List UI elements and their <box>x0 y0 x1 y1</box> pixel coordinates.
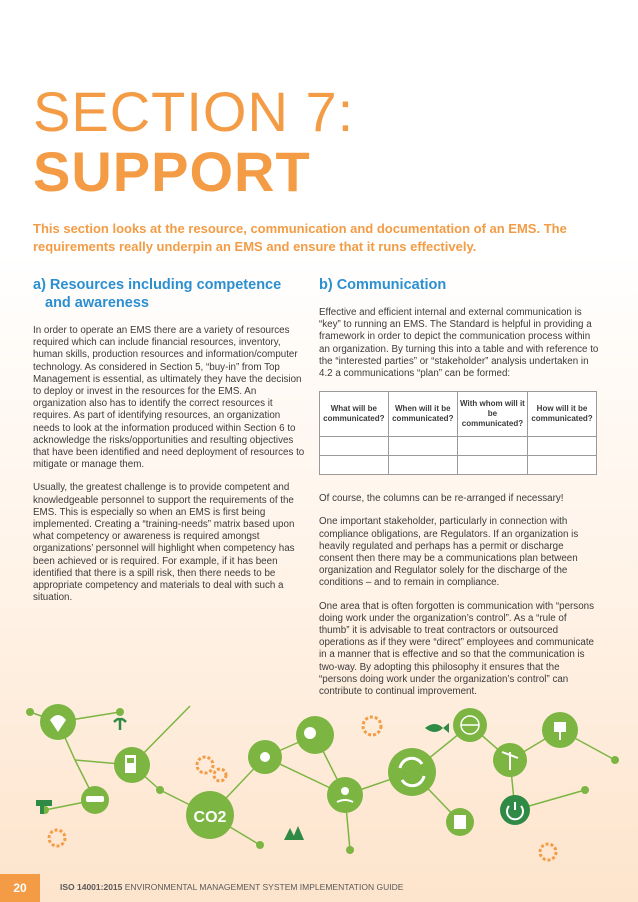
plant-icon <box>114 718 126 730</box>
power-icon <box>500 795 530 825</box>
heart-leaf-icon <box>40 704 76 740</box>
gear-icon <box>49 830 65 846</box>
table-cell <box>320 456 389 475</box>
fish-icon <box>425 723 449 733</box>
co2-cloud-icon <box>186 791 234 839</box>
table-header: With whom will it be communicated? <box>457 392 527 437</box>
hand-plant-icon <box>327 777 363 813</box>
resources-paragraph-2: Usually, the greatest challenge is to provide competent and knowledgeable personnel to support the requirements of the EMS. This is especially so when an EMS is first being implemented. Creating a “training-needs” matrix based upon what competency or awareness is required amongst organizations’ personnel will highlight when competency has been achieved or is required. For example, if it has been identified that there is a spill risk, then there needs to be appropriate competency and materials to deal with such a situation. <box>33 482 295 604</box>
gear-icon <box>540 844 556 860</box>
footer-title-rest: ENVIRONMENTAL MANAGEMENT SYSTEM IMPLEMENTATION GUIDE <box>122 882 404 892</box>
intro-text: This section looks at the resource, communication and documentation of an EMS. The requirements really underpin an EMS and ensure that it runs effectively. <box>33 221 567 254</box>
apple-carrot-icon <box>296 716 334 754</box>
table-cell <box>457 437 527 456</box>
section-title-heading: SUPPORT <box>33 140 311 203</box>
footer-title <box>60 882 403 892</box>
footer-title-bold: ISO 14001:2015 <box>60 882 123 892</box>
table-cell <box>320 437 389 456</box>
table-row <box>320 437 597 456</box>
resources-heading: a) Resources including competence and awareness <box>33 277 282 311</box>
car-icon <box>81 786 109 814</box>
gear-icon <box>363 717 381 735</box>
fuel-pump-icon <box>114 747 150 783</box>
column-resources <box>33 276 305 615</box>
sun-icon <box>248 740 282 774</box>
communication-paragraph-3: One important stakeholder, particularly in connection with compliance obligations, are Regulators. If an organization is heavily regulated and perhaps has a permit or discharge consent then there may be a communications plan between organization and Regulator solely for the discharge of the conditions – and to remain in compliance. <box>319 516 579 589</box>
faucet-icon <box>36 800 52 814</box>
wind-turbine-icon <box>493 743 527 777</box>
table-row <box>320 456 597 475</box>
gear-icon <box>197 757 226 781</box>
resources-paragraph-1: In order to operate an EMS there are a variety of resources required which can include financial resources, inventory, human skills, production resources and information/computer technology. As considered in Section 5, “buy-in” from Top Management is essential, as ultimately they have the decision to deploy or invest in the resources for the EMS. An organization also has to identify the correct resources it requires. As part of identifying resources, an organization needs to look at the information produced within Section 6 to acknowledge the risks/opportunities and resulting objectives that have been identified and need deployment of resources to mitigate or manage them. <box>33 325 305 471</box>
section-number-heading: SECTION 7: <box>33 80 355 143</box>
table-header: How will it be communicated? <box>528 392 597 437</box>
communication-paragraph-1: Effective and efficient internal and external communication is “key” to running an EMS. The Standard is helpful in providing a framework in order to depict the communication process within an organization. By turning this into a table and with reference to the “interested parties” or “stakeholder” analysis undertaken in 4.2 a communications “plan” can be formed: <box>319 307 599 380</box>
table-header-row <box>320 392 597 437</box>
table-header: What will be communicated? <box>320 392 389 437</box>
table-cell <box>388 437 457 456</box>
communication-plan-table <box>319 391 597 475</box>
table-cell <box>457 456 527 475</box>
recycle-icon <box>388 748 436 796</box>
environment-network-illustration <box>0 680 638 870</box>
table-cell <box>528 437 597 456</box>
globe-icon <box>453 708 487 742</box>
page-number: 20 <box>0 874 40 902</box>
table-cell <box>528 456 597 475</box>
column-communication <box>319 276 599 709</box>
co2-label: CO2 <box>193 809 227 826</box>
table-header: When will it be communicated? <box>388 392 457 437</box>
trees-icon <box>284 826 304 840</box>
trash-can-icon <box>446 808 474 836</box>
communication-paragraph-2: Of course, the columns can be re-arranged if necessary! <box>319 493 564 505</box>
communication-heading: b) Communication <box>319 277 447 293</box>
communication-paragraph-4: One area that is often forgotten is communication with “persons doing work under the organization’s control”. As a “rule of thumb” it is advisable to treat contractors or outsourced operations as if they were “direct” employees and communicate in a manner that is effective and so that the communication is two-way. By adopting this philosophy it ensures that the “persons doing work under the organization’s control” can contribute to continual improvement. <box>319 600 594 698</box>
plug-icon <box>542 712 578 748</box>
table-cell <box>388 456 457 475</box>
